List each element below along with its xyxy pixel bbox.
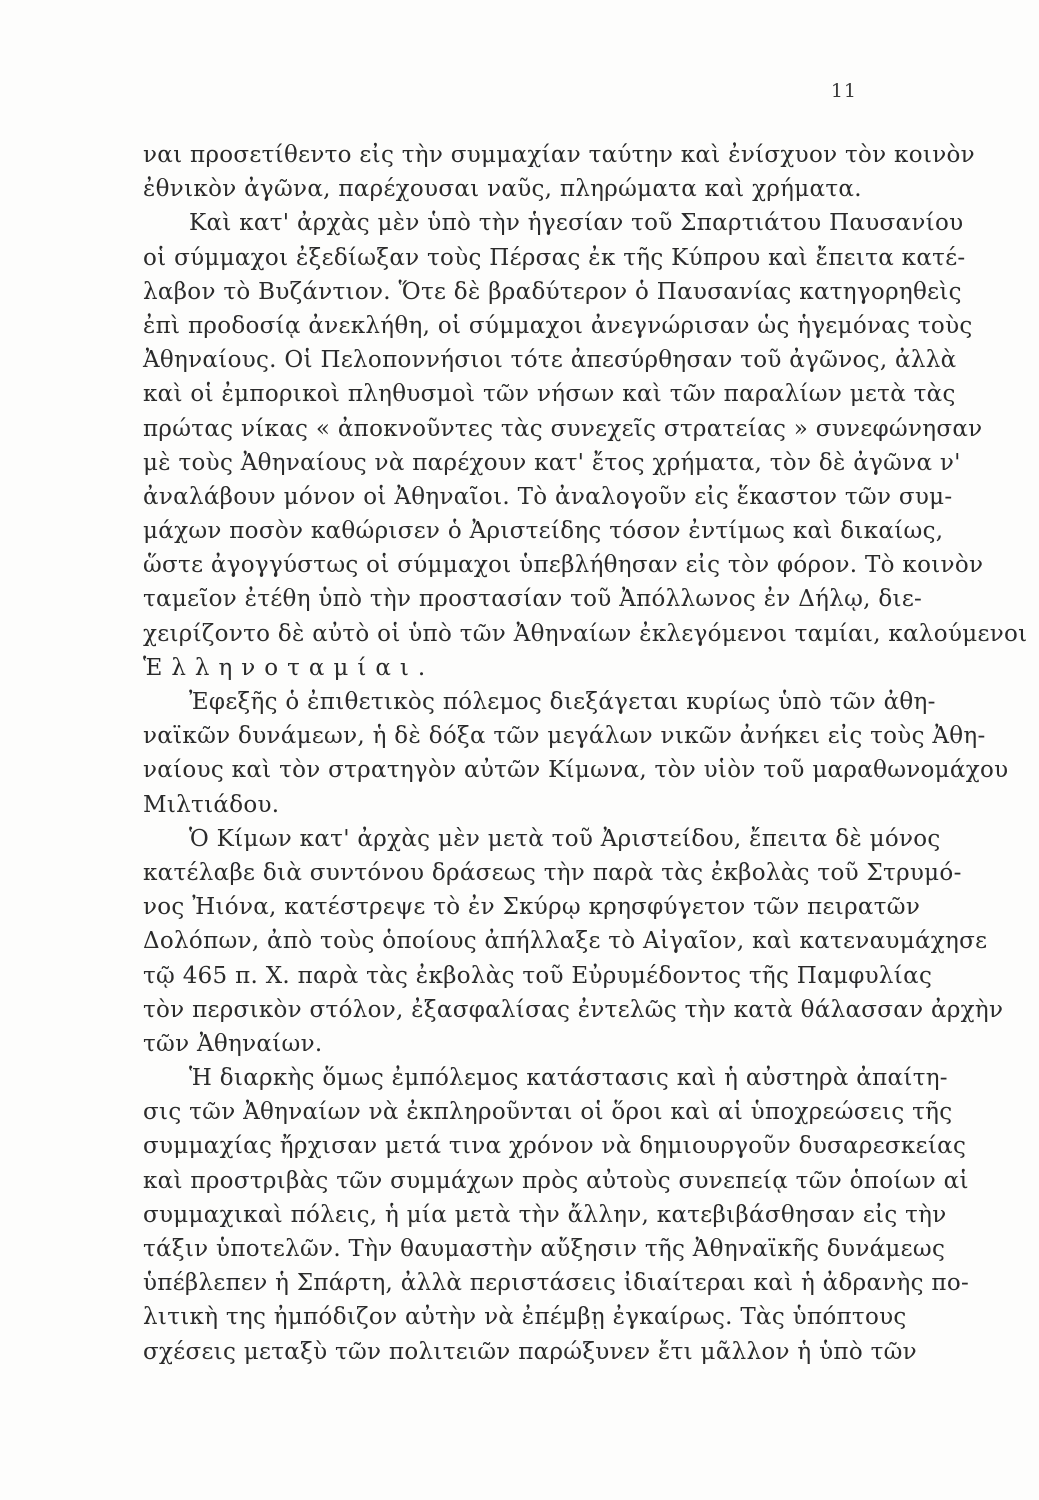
- text-line: νος Ἠιόνα, κατέστρεψε τὸ ἐν Σκύρῳ κρησφύγετον τῶν πειρατῶν: [143, 894, 921, 921]
- text-line: ἀναλάβουν μόνον οἱ Ἀθηναῖοι. Τὸ ἀναλογοῦν εἰς ἕκαστον τῶν συμ-: [143, 483, 953, 510]
- text-line: Καὶ κατ' ἀρχὰς μὲν ὑπὸ τὴν ἡγεσίαν τοῦ Σπαρτιάτου Παυσανίου: [189, 210, 964, 237]
- text-line: ὥστε ἀγογγύστως οἱ σύμμαχοι ὑπεβλήθησαν εἰς τὸν φόρον. Τὸ κοινὸν: [143, 552, 984, 579]
- text-line: συμμαχίας ἤρχισαν μετά τινα χρόνον νὰ δημιουργοῦν δυσαρεσκείας: [143, 1133, 967, 1160]
- text-line: σχέσεις μεταξὺ τῶν πολιτειῶν παρώξυνεν ἔτι μᾶλλον ἡ ὑπὸ τῶν: [143, 1338, 917, 1365]
- page-number: 11: [830, 80, 857, 102]
- text-line: ταμεῖον ἐτέθη ὑπὸ τὴν προστασίαν τοῦ Ἀπόλλωνος ἐν Δήλῳ, διε-: [143, 586, 923, 613]
- text-line: σις τῶν Ἀθηναίων νὰ ἐκπληροῦνται οἱ ὅροι καὶ αἱ ὑποχρεώσεις τῆς: [143, 1099, 953, 1126]
- text-line: μὲ τοὺς Ἀθηναίους νὰ παρέχουν κατ' ἔτος χρήματα, τὸν δὲ ἀγῶνα ν': [143, 449, 961, 476]
- text-line: Μιλτιάδου.: [143, 791, 280, 818]
- text-line: Ἡ διαρκὴς ὅμως ἐμπόλεμος κατάστασις καὶ ἡ αὐστηρὰ ἀπαίτη-: [189, 1065, 948, 1092]
- text-line: ἐθνικὸν ἀγῶνα, παρέχουσαι ναῦς, πληρώματα καὶ χρήματα.: [143, 176, 862, 203]
- text-line: τάξιν ὑποτελῶν. Τὴν θαυμαστὴν αὔξησιν τῆς Ἀθηναϊκῆς δυνάμεως: [143, 1236, 946, 1262]
- text-line: Δολόπων, ἀπὸ τοὺς ὁποίους ἀπήλλαξε τὸ Αἰγαῖον, καὶ κατεναυμάχησε: [143, 928, 988, 955]
- text-line: καὶ οἱ ἐμπορικοὶ πληθυσμοὶ τῶν νήσων καὶ τῶν παραλίων μετὰ τὰς: [143, 381, 956, 408]
- text-line: Ἀθηναίους. Οἱ Πελοποννήσιοι τότε ἀπεσύρθησαν τοῦ ἀγῶνος, ἀλλὰ: [143, 347, 957, 374]
- text-line: κατέλαβε διὰ συντόνου δράσεως τὴν παρὰ τὰς ἐκβολὰς τοῦ Στρυμό-: [143, 859, 962, 886]
- text-line: οἱ σύμμαχοι ἐξεδίωξαν τοὺς Πέρσας ἐκ τῆς Κύπρου καὶ ἔπειτα κατέ-: [143, 244, 966, 271]
- text-line: καὶ προστριβὰς τῶν συμμάχων πρὸς αὐτοὺς συνεπείᾳ τῶν ὁποίων αἱ: [143, 1167, 969, 1194]
- text-line: συμμαχικαὶ πόλεις, ἡ μία μετὰ τὴν ἄλλην, κατεβιβάσθησαν εἰς τὴν: [143, 1201, 947, 1228]
- body-text: [143, 138, 1028, 1369]
- text-line: ὑπέβλεπεν ἡ Σπάρτη, ἀλλὰ περιστάσεις ἰδιαίτεραι καὶ ἡ ἀδρανὴς πο-: [143, 1270, 970, 1297]
- text-line: μάχων ποσὸν καθώρισεν ὁ Ἀριστείδης τόσον ἐντίμως καὶ δικαίως,: [143, 518, 944, 545]
- text-line: λιτικὴ της ἠμπόδιζον αὐτὴν νὰ ἐπέμβῃ ἐγκαίρως. Τὰς ὑπόπτους: [143, 1304, 907, 1331]
- text-line: ναϊκῶν δυνάμεων, ἡ δὲ δόξα τῶν μεγάλων νικῶν ἀνήκει εἰς τοὺς Ἀθη-: [143, 723, 986, 750]
- text-line: πρώτας νίκας « ἀποκνοῦντες τὰς συνεχεῖς στρατείας » συνεφώνησαν: [143, 415, 983, 442]
- text-line: τῶν Ἀθηναίων.: [143, 1030, 323, 1057]
- text-line: χειρίζοντο δὲ αὐτὸ οἱ ὑπὸ τῶν Ἀθηναίων ἐκλεγόμενοι ταμίαι, καλούμενοι: [143, 620, 1028, 647]
- text-line: ναίους καὶ τὸν στρατηγὸν αὐτῶν Κίμωνα, τὸν υἱὸν τοῦ μαραθωνομάχου: [143, 757, 1009, 784]
- text-line: ἐπὶ προδοσίᾳ ἀνεκλήθη, οἱ σύμμαχοι ἀνεγνώρισαν ὡς ἡγεμόνας τοὺς: [143, 312, 973, 339]
- text-line: τῷ 465 π. Χ. παρὰ τὰς ἐκβολὰς τοῦ Εὐρυμέδοντος τῆς Παμφυλίας: [143, 962, 933, 989]
- text-line: Ἐφεξῆς ὁ ἐπιθετικὸς πόλεμος διεξάγεται κυρίως ὑπὸ τῶν ἀθη-: [189, 689, 936, 715]
- text-line: τὸν περσικὸν στόλον, ἐξασφαλίσας ἐντελῶς τὴν κατὰ θάλασσαν ἀρχὴν: [143, 996, 1004, 1023]
- text-line: λαβον τὸ Βυζάντιον. Ὅτε δὲ βραδύτερον ὁ Παυσανίας κατηγορηθεὶς: [143, 278, 962, 305]
- text-line: Ὁ Κίμων κατ' ἀρχὰς μὲν μετὰ τοῦ Ἀριστείδου, ἔπειτα δὲ μόνος: [189, 825, 941, 852]
- text-line: Ἑλληνοταμίαι.: [143, 654, 435, 681]
- text-line: ναι προσετίθεντο εἰς τὴν συμμαχίαν ταύτην καὶ ἐνίσχυον τὸν κοινὸν: [143, 142, 975, 168]
